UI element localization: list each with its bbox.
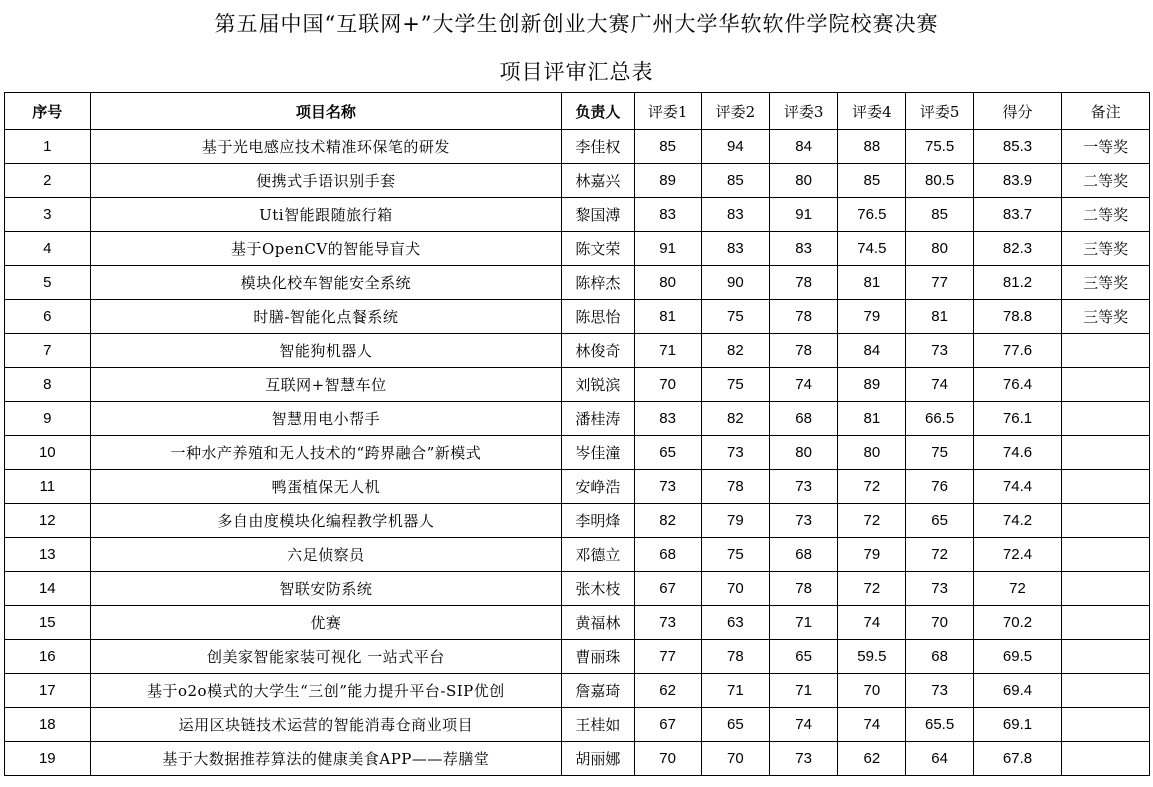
cell-score: 74.6 [973,436,1062,470]
cell-judge-3: 74 [769,708,837,742]
cell-score: 67.8 [973,742,1062,776]
cell-judge-5: 80 [906,232,973,266]
header-no: 序号 [5,93,91,130]
header-judge-2: 评委2 [701,93,769,130]
cell-no: 12 [5,504,91,538]
cell-judge-4: 79 [838,538,906,572]
cell-project-name: 智慧用电小帮手 [90,402,562,436]
cell-judge-1: 81 [634,300,701,334]
cell-judge-2: 70 [701,572,769,606]
cell-judge-1: 71 [634,334,701,368]
cell-judge-2: 75 [701,300,769,334]
cell-no: 14 [5,572,91,606]
cell-judge-1: 73 [634,470,701,504]
cell-note [1062,436,1150,470]
document-title: 第五届中国“互联网+”大学生创新创业大赛广州大学华软软件学院校赛决赛 [214,12,939,36]
cell-judge-2: 82 [701,334,769,368]
cell-judge-2: 79 [701,504,769,538]
cell-note [1062,402,1150,436]
cell-leader: 胡丽娜 [562,742,634,776]
cell-score: 76.1 [973,402,1062,436]
cell-note: 一等奖 [1062,130,1150,164]
cell-no: 1 [5,130,91,164]
cell-project-name: 便携式手语识别手套 [90,164,562,198]
cell-leader: 刘锐滨 [562,368,634,402]
table-row [5,538,1150,572]
cell-score: 69.5 [973,640,1062,674]
cell-judge-1: 89 [634,164,701,198]
cell-judge-5: 81 [906,300,973,334]
cell-note [1062,470,1150,504]
cell-note: 三等奖 [1062,232,1150,266]
cell-project-name: 互联网+智慧车位 [90,368,562,402]
table-row [5,708,1150,742]
cell-project-name: 基于o2o模式的大学生“三创”能力提升平台-SIP优创 [90,674,562,708]
cell-leader: 潘桂涛 [562,402,634,436]
cell-score: 74.2 [973,504,1062,538]
cell-score: 78.8 [973,300,1062,334]
cell-score: 82.3 [973,232,1062,266]
cell-no: 8 [5,368,91,402]
cell-judge-4: 74 [838,708,906,742]
cell-judge-2: 90 [701,266,769,300]
cell-judge-2: 71 [701,674,769,708]
cell-judge-3: 71 [769,674,837,708]
cell-judge-1: 82 [634,504,701,538]
cell-judge-4: 59.5 [838,640,906,674]
cell-judge-4: 72 [838,572,906,606]
cell-leader: 陈思怡 [562,300,634,334]
cell-judge-1: 67 [634,572,701,606]
cell-judge-4: 74 [838,606,906,640]
cell-judge-5: 73 [906,334,973,368]
cell-judge-5: 76 [906,470,973,504]
cell-note [1062,368,1150,402]
cell-judge-3: 80 [769,436,837,470]
cell-judge-1: 85 [634,130,701,164]
cell-no: 13 [5,538,91,572]
cell-project-name: 多自由度模块化编程教学机器人 [90,504,562,538]
cell-judge-5: 66.5 [906,402,973,436]
cell-judge-4: 84 [838,334,906,368]
cell-no: 4 [5,232,91,266]
cell-judge-4: 81 [838,266,906,300]
cell-judge-3: 84 [769,130,837,164]
cell-score: 85.3 [973,130,1062,164]
cell-judge-1: 65 [634,436,701,470]
table-row [5,130,1150,164]
document-subtitle: 项目评审汇总表 [499,60,654,84]
cell-judge-4: 70 [838,674,906,708]
cell-note: 二等奖 [1062,164,1150,198]
cell-project-name: Uti智能跟随旅行箱 [90,198,562,232]
cell-project-name: 创美家智能家装可视化 一站式平台 [90,640,562,674]
header-judge-4: 评委4 [838,93,906,130]
cell-project-name: 一种水产养殖和无人技术的“跨界融合”新模式 [90,436,562,470]
cell-project-name: 运用区块链技术运营的智能消毒仓商业项目 [90,708,562,742]
cell-judge-5: 74 [906,368,973,402]
cell-no: 3 [5,198,91,232]
cell-note: 二等奖 [1062,198,1150,232]
cell-judge-2: 85 [701,164,769,198]
cell-leader: 林俊奇 [562,334,634,368]
cell-judge-3: 65 [769,640,837,674]
cell-judge-5: 72 [906,538,973,572]
cell-leader: 邓德立 [562,538,634,572]
table-row [5,504,1150,538]
cell-judge-2: 63 [701,606,769,640]
cell-judge-3: 74 [769,368,837,402]
cell-score: 81.2 [973,266,1062,300]
cell-leader: 陈梓杰 [562,266,634,300]
cell-project-name: 基于OpenCV的智能导盲犬 [90,232,562,266]
cell-project-name: 基于大数据推荐算法的健康美食APP——荐膳堂 [90,742,562,776]
cell-note [1062,538,1150,572]
table-row [5,164,1150,198]
cell-judge-3: 80 [769,164,837,198]
cell-note: 三等奖 [1062,300,1150,334]
table-row [5,572,1150,606]
cell-judge-5: 64 [906,742,973,776]
cell-judge-3: 78 [769,300,837,334]
cell-judge-2: 73 [701,436,769,470]
cell-judge-3: 68 [769,538,837,572]
cell-judge-3: 91 [769,198,837,232]
cell-judge-5: 80.5 [906,164,973,198]
table-row [5,674,1150,708]
header-judge-3: 评委3 [769,93,837,130]
cell-judge-2: 75 [701,538,769,572]
cell-score: 69.4 [973,674,1062,708]
cell-judge-4: 85 [838,164,906,198]
cell-judge-5: 85 [906,198,973,232]
header-judge-5: 评委5 [906,93,973,130]
cell-score: 72.4 [973,538,1062,572]
cell-judge-3: 73 [769,470,837,504]
cell-project-name: 模块化校车智能安全系统 [90,266,562,300]
table-row [5,436,1150,470]
table-header-row [5,93,1150,130]
cell-note [1062,504,1150,538]
table-row [5,470,1150,504]
header-note: 备注 [1062,93,1150,130]
header-judge-1: 评委1 [634,93,701,130]
cell-judge-2: 78 [701,640,769,674]
cell-judge-1: 83 [634,402,701,436]
cell-project-name: 鸭蛋植保无人机 [90,470,562,504]
cell-score: 74.4 [973,470,1062,504]
cell-judge-1: 70 [634,742,701,776]
table-row [5,334,1150,368]
cell-no: 11 [5,470,91,504]
table-row [5,640,1150,674]
cell-no: 2 [5,164,91,198]
cell-judge-2: 83 [701,232,769,266]
cell-score: 70.2 [973,606,1062,640]
cell-judge-5: 73 [906,572,973,606]
cell-score: 83.7 [973,198,1062,232]
cell-judge-3: 68 [769,402,837,436]
cell-project-name: 基于光电感应技术精准环保笔的研发 [90,130,562,164]
cell-judge-5: 77 [906,266,973,300]
cell-no: 15 [5,606,91,640]
cell-leader: 李明烽 [562,504,634,538]
cell-judge-4: 72 [838,504,906,538]
cell-leader: 黄福林 [562,606,634,640]
cell-no: 17 [5,674,91,708]
cell-project-name: 时膳-智能化点餐系统 [90,300,562,334]
cell-judge-4: 79 [838,300,906,334]
cell-note [1062,742,1150,776]
table-row [5,402,1150,436]
cell-judge-4: 81 [838,402,906,436]
review-summary-table [4,92,1150,776]
cell-no: 19 [5,742,91,776]
cell-judge-4: 62 [838,742,906,776]
cell-note [1062,334,1150,368]
cell-no: 6 [5,300,91,334]
cell-project-name: 智联安防系统 [90,572,562,606]
cell-judge-5: 73 [906,674,973,708]
cell-judge-3: 71 [769,606,837,640]
cell-judge-1: 70 [634,368,701,402]
cell-project-name: 智能狗机器人 [90,334,562,368]
cell-leader: 黎国溥 [562,198,634,232]
cell-judge-5: 75.5 [906,130,973,164]
table-row [5,742,1150,776]
cell-leader: 曹丽珠 [562,640,634,674]
cell-judge-1: 67 [634,708,701,742]
cell-judge-4: 76.5 [838,198,906,232]
cell-judge-4: 72 [838,470,906,504]
cell-note [1062,572,1150,606]
table-row [5,198,1150,232]
cell-judge-1: 73 [634,606,701,640]
header-score: 得分 [973,93,1062,130]
cell-leader: 陈文荣 [562,232,634,266]
cell-judge-1: 80 [634,266,701,300]
cell-judge-1: 77 [634,640,701,674]
table-row [5,266,1150,300]
cell-note [1062,640,1150,674]
cell-judge-2: 94 [701,130,769,164]
cell-leader: 张木枝 [562,572,634,606]
cell-leader: 林嘉兴 [562,164,634,198]
cell-no: 7 [5,334,91,368]
cell-score: 69.1 [973,708,1062,742]
cell-score: 77.6 [973,334,1062,368]
cell-judge-2: 82 [701,402,769,436]
cell-judge-3: 73 [769,742,837,776]
table-body [5,130,1150,776]
cell-judge-5: 68 [906,640,973,674]
cell-no: 5 [5,266,91,300]
cell-judge-4: 89 [838,368,906,402]
cell-score: 83.9 [973,164,1062,198]
cell-no: 10 [5,436,91,470]
table-row [5,368,1150,402]
cell-project-name: 优赛 [90,606,562,640]
cell-judge-2: 75 [701,368,769,402]
cell-no: 16 [5,640,91,674]
cell-judge-3: 83 [769,232,837,266]
cell-judge-1: 68 [634,538,701,572]
table-row [5,300,1150,334]
cell-note [1062,708,1150,742]
cell-leader: 詹嘉琦 [562,674,634,708]
cell-judge-4: 80 [838,436,906,470]
cell-leader: 王桂如 [562,708,634,742]
cell-leader: 岑佳潼 [562,436,634,470]
cell-leader: 李佳权 [562,130,634,164]
table-row [5,232,1150,266]
cell-judge-3: 78 [769,334,837,368]
cell-note [1062,606,1150,640]
cell-judge-1: 91 [634,232,701,266]
cell-judge-1: 83 [634,198,701,232]
header-leader: 负责人 [562,93,634,130]
cell-project-name: 六足侦察员 [90,538,562,572]
cell-judge-1: 62 [634,674,701,708]
cell-score: 76.4 [973,368,1062,402]
header-project-name: 项目名称 [90,93,562,130]
table-row [5,606,1150,640]
cell-judge-2: 70 [701,742,769,776]
cell-judge-3: 78 [769,572,837,606]
cell-no: 9 [5,402,91,436]
cell-no: 18 [5,708,91,742]
cell-leader: 安峥浩 [562,470,634,504]
cell-judge-5: 75 [906,436,973,470]
cell-note [1062,674,1150,708]
cell-judge-4: 74.5 [838,232,906,266]
cell-judge-5: 70 [906,606,973,640]
cell-judge-3: 78 [769,266,837,300]
cell-judge-3: 73 [769,504,837,538]
cell-score: 72 [973,572,1062,606]
cell-judge-2: 65 [701,708,769,742]
cell-judge-5: 65.5 [906,708,973,742]
cell-judge-2: 78 [701,470,769,504]
cell-note: 三等奖 [1062,266,1150,300]
cell-judge-5: 65 [906,504,973,538]
cell-judge-4: 88 [838,130,906,164]
cell-judge-2: 83 [701,198,769,232]
